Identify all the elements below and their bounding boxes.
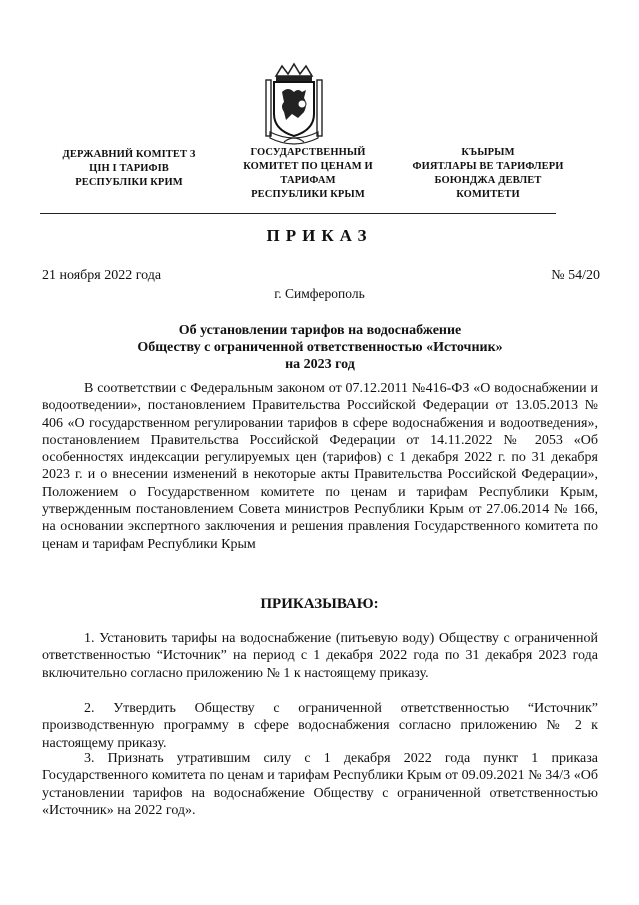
document-city: г. Симферополь — [274, 286, 365, 301]
order-item-1: 1. Установить тарифы на водоснабжение (питьевую воду) Обществу с ограниченной ответственностью “Источник” на период с 1 декабря 2022 года по 31 декабря 2023 года включительно согласно приложению № 1 к настоящему приказу. — [42, 631, 598, 681]
order-item-2: 2. Утвердить Обществу с ограниченной ответственностью “Источник” производственную программу в сфере водоснабжения согласно приложению № 2 к настоящему приказу. — [42, 701, 598, 751]
header-org-crimean-tatar: КЪЫРЫМ ФИЯТЛАРЫ ВЕ ТАРИФЛЕРИ БОЮНДЖА ДЕВЛЕТ КОМИТЕТИ — [412, 147, 564, 200]
subject-line-3: на 2023 год — [285, 357, 355, 372]
document-date: 21 ноября 2022 года — [42, 268, 162, 283]
header-org-russian: ГОСУДАРСТВЕННЫЙ КОМИТЕТ ПО ЦЕНАМ И ТАРИФАМ РЕСПУБЛИКИ КРЫМ — [243, 147, 373, 200]
order-item-3: 3. Признать утратившим силу с 1 декабря 2022 года пункт 1 приказа Государственного комитета по ценам и тарифам Республики Крым от 09.09.2021 № 34/3 «Об установлении тарифов на водоснабжение Обществу с ограниченной ответственностью «Источник» на 2022 год». — [42, 751, 598, 818]
document-number: № 54/20 — [551, 268, 600, 283]
intro-paragraph: В соответствии с Федеральным законом от 07.12.2011 №416-ФЗ «О водоснабжении и водоотведении», постановлением Правительства Российской Федерации от 13.05.2013 № 406 «О государственном регулировании тарифов в сфере водоснабжения и водоотведения», постановлением Правительства Российской Федерации от 14.11.2022 № 2053 «Об особенностях индексации регулируемых цен (тарифов) с 1 декабря 2022 г. по 31 декабря 2023 г. и о внесении изменений в некоторые акты Правительства Российской Федерации», Положением о Государственном комитете по ценам и тарифам Республики Крым, утвержденным постановлением Совета министров Республики Крым от 27.06.2014 № 166, на основании экспертного заключения и решения правления Государственного комитета по ценам и тарифам Республики Крым — [42, 381, 598, 552]
document-title: ПРИКАЗ — [266, 226, 373, 245]
order-heading: ПРИКАЗЫВАЮ: — [260, 596, 379, 612]
coat-of-arms-emblem — [262, 62, 326, 146]
subject-line-2: Обществу с ограниченной ответственностью «Источник» — [137, 340, 503, 355]
document-subject — [60, 322, 580, 373]
header-org-ukrainian: ДЕРЖАВНИЙ КОМІТЕТ З ЦІН І ТАРИФІВ РЕСПУБЛІКИ КРИМ — [62, 149, 196, 188]
header-divider — [40, 213, 556, 214]
subject-line-1: Об установлении тарифов на водоснабжение — [178, 323, 462, 338]
